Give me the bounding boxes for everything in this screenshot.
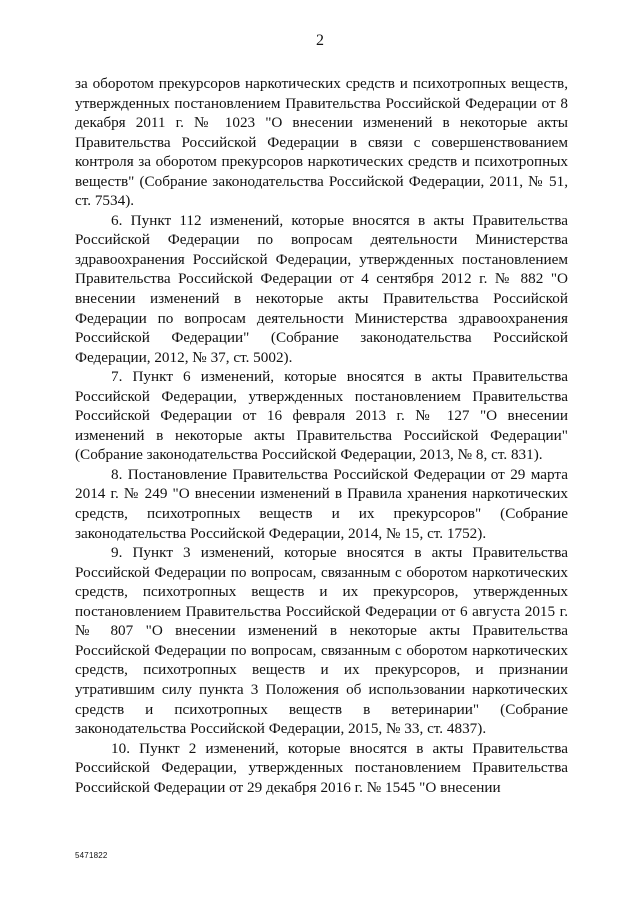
document-body xyxy=(75,74,568,797)
page-number: 2 xyxy=(316,32,324,49)
paragraph-continuation: за оборотом прекурсоров наркотических средств и психотропных веществ, утвержденных постановлением Правительства Российской Федерации от 8 декабря 2011 г. № 1023 "О внесении изменений в некоторые акты Правительства Российской Федерации в связи с совершенствованием контроля за оборотом прекурсоров наркотических средств и психотропных веществ" (Собрание законодательства Российской Федерации, 2011, № 51, ст. 7534). xyxy=(75,75,568,210)
paragraph-item-8: 8. Постановление Правительства Российской Федерации от 29 марта 2014 г. № 249 "О внесении изменений в Правила хранения наркотических средств, психотропных веществ и их прекурсоров" (Собрание законодательства Российской Федерации, 2014, № 15, ст. 1752). xyxy=(75,465,568,542)
paragraph-item-9: 9. Пункт 3 изменений, которые вносятся в акты Правительства Российской Федерации по вопросам, связанным с оборотом наркотических средств, психотропных веществ и их прекурсоров, утвержденных постановлением Правительства Российской Федерации от 6 августа 2015 г. № 807 "О внесении изменений в некоторые акты Правительства Российской Федерации по вопросам, связанным с оборотом наркотических средств, психотропных веществ и их прекурсоров, и признании утратившим силу пункта 3 Положения об использовании наркотических средств и психотропных веществ в ветеринарии" (Собрание законодательства Российской Федерации, 2015, № 33, ст. 4837). xyxy=(75,544,568,738)
paragraph-item-7: 7. Пункт 6 изменений, которые вносятся в акты Правительства Российской Федерации, утвержденных постановлением Правительства Российской Федерации от 16 февраля 2013 г. № 127 "О внесении изменений в некоторые акты Правительства Российской Федерации" (Собрание законодательства Российской Федерации, 2013, № 8, ст. 831). xyxy=(75,368,568,464)
paragraph-item-6: 6. Пункт 112 изменений, которые вносятся в акты Правительства Российской Федерации по вопросам деятельности Министерства здравоохранения Российской Федерации, утвержденных постановлением Правительства Российской Федерации от 4 сентября 2012 г. № 882 "О внесении изменений в некоторые акты Правительства Российской Федерации по вопросам деятельности Министерства здравоохранения Российской Федерации" (Собрание законодательства Российской Федерации, 2012, № 37, ст. 5002). xyxy=(75,211,568,366)
document-code: 5471822 xyxy=(75,851,108,860)
paragraph-item-10: 10. Пункт 2 изменений, которые вносятся в акты Правительства Российской Федерации, утвержденных постановлением Правительства Российской Федерации от 29 декабря 2016 г. № 1545 "О внесении xyxy=(75,739,568,796)
